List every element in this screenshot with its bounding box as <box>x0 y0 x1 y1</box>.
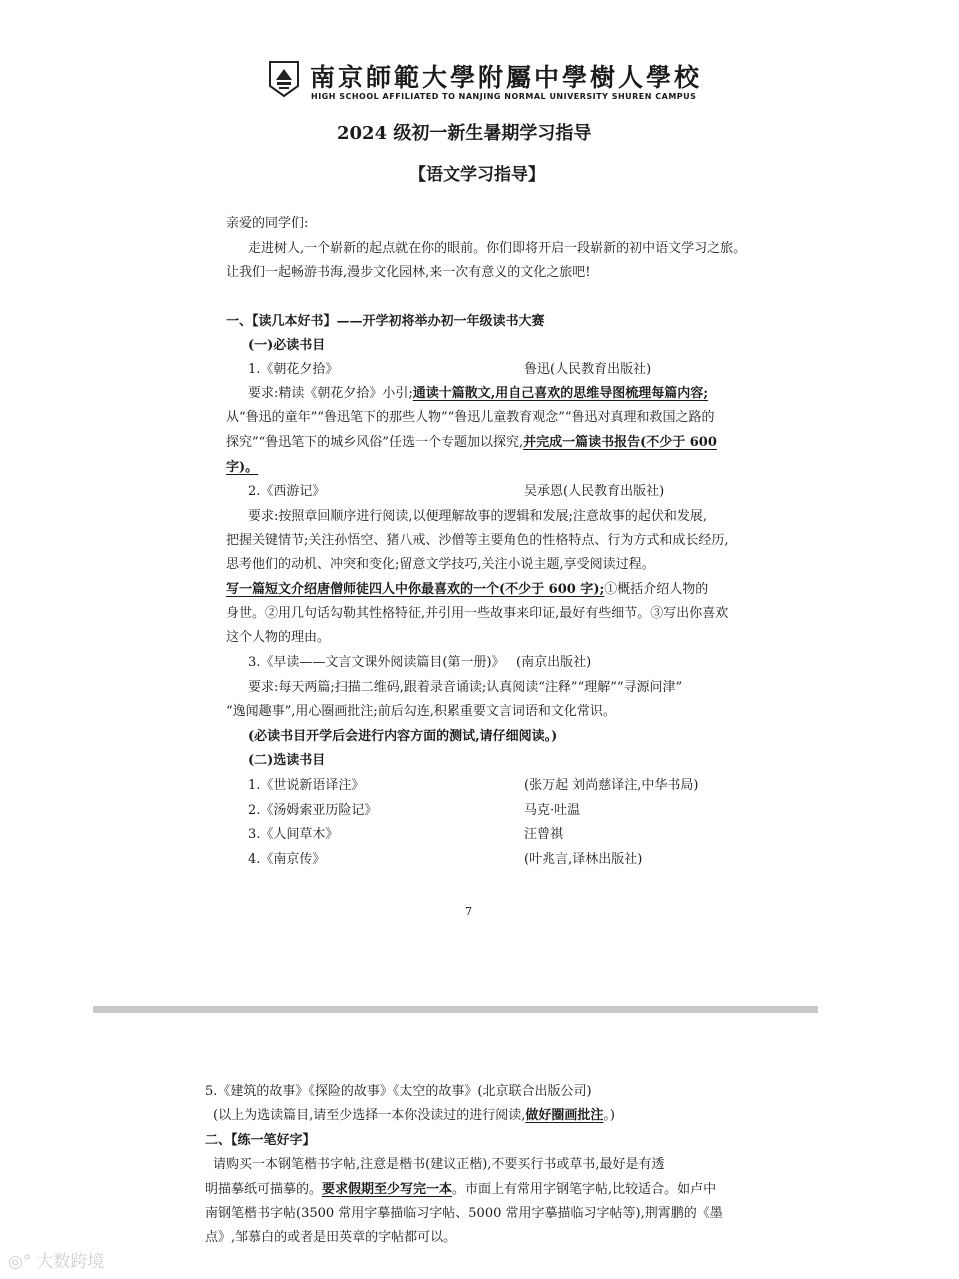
section-2-paragraph-line: 南钢笔楷书字帖(3500 常用字摹描临习字帖、5000 常用字摹描临习字帖等),荆霄鹏的《墨 <box>205 1206 723 1221</box>
book-3-title: 3.《早读——文言文课外阅读篇目(第一册)》 <box>248 655 505 670</box>
book-3-requirement-line: 要求:每天两篇;扫描二维码,跟着录音诵读;认真阅读“注释”“理解”“寻源问津” <box>248 680 683 695</box>
section-2-paragraph-line <box>205 1182 716 1198</box>
book-3-author: (南京出版社) <box>516 655 592 670</box>
book-2-requirement-line: 思考他们的动机、冲突和变化;留意文学技巧,关注小说主题,享受阅读过程。 <box>226 557 655 572</box>
watermark-text: 大数跨境 <box>36 1252 105 1272</box>
school-name-en: HIGH SCHOOL AFFILIATED TO NANJING NORMAL UNIVERSITY SHUREN CAMPUS <box>311 92 697 101</box>
page-title: 2024 级初一新生暑期学习指导 <box>337 123 592 144</box>
school-name-cn: 南京師範大學附屬中學樹人學校 <box>310 63 703 92</box>
optional-book-title: 2.《汤姆索亚历险记》 <box>248 803 378 818</box>
book-2-requirement-line: 这个人物的理由。 <box>226 630 331 645</box>
section-2-emphasis: 要求假期至少写完一本 <box>322 1182 453 1197</box>
optional-book-author: 马克·吐温 <box>524 803 581 818</box>
book-1-requirement-line <box>226 435 717 451</box>
optional-book-title: 4.《南京传》 <box>248 852 326 867</box>
intro-paragraph-1: 走进树人,一个崭新的起点就在你的眼前。你们即将开启一段崭新的初中语文学习之旅。 <box>248 241 747 256</box>
book-1-title: 1.《朝花夕拾》 <box>248 362 339 377</box>
optional-book-author: 汪曾祺 <box>524 827 564 842</box>
book-1-requirement-line <box>226 460 258 476</box>
school-logo <box>267 60 301 98</box>
optional-book-title: 1.《世说新语译注》 <box>248 778 365 793</box>
section-2-text: 明描摹纸可描摹的。 <box>205 1182 323 1197</box>
optional-book-5: 5.《建筑的故事》《探险的故事》《太空的故事》(北京联合出版公司) <box>205 1084 592 1099</box>
greeting: 亲爱的同学们: <box>226 216 309 231</box>
book-2-req-text: ①概括介绍人物的 <box>604 582 709 597</box>
optional-book-author: (张万起 刘尚慈译注,中华书局) <box>524 778 699 793</box>
book-2-requirement-line: 把握关键情节;关注孙悟空、猪八戒、沙僧等主要角色的性格特点、行为方式和成长经历, <box>226 533 729 548</box>
page-subtitle: 【语文学习指导】 <box>409 165 545 185</box>
optional-book-author: (叶兆言,译林出版社) <box>524 852 643 867</box>
section-1-heading: 一、【读几本好书】——开学初将举办初一年级读书大赛 <box>226 314 545 329</box>
book-1-requirement-line <box>248 386 708 402</box>
section-2-text: 。市面上有常用字钢笔字帖,比较适合。如卢中 <box>452 1182 717 1197</box>
intro-paragraph-2: 让我们一起畅游书海,漫步文化园林,来一次有意义的文化之旅吧! <box>226 265 591 280</box>
book-1-req-text: 要求:精读《朝花夕拾》小引; <box>248 386 413 401</box>
book-1-requirement-line: 从“鲁迅的童年”“鲁迅笔下的那些人物”“鲁迅儿童教育观念”“鲁迅对真理和救国之路的 <box>226 410 715 425</box>
optional-books-heading: (二)选读书目 <box>248 753 326 768</box>
book-2-requirement-line <box>226 582 708 598</box>
required-books-heading: (一)必读书目 <box>248 338 326 353</box>
section-2-heading: 二、【练一笔好字】 <box>205 1133 316 1148</box>
book-1-req-emphasis: 并完成一篇读书报告(不少于 600 <box>523 435 717 450</box>
watermark <box>8 1247 104 1272</box>
optional-books-note <box>213 1108 615 1124</box>
book-2-title: 2.《西游记》 <box>248 484 326 499</box>
book-1-author: 鲁迅(人民教育出版社) <box>524 362 652 377</box>
book-2-req-emphasis: 写一篇短文介绍唐僧师徒四人中你最喜欢的一个(不少于 600 字); <box>226 582 605 597</box>
section-2-paragraph-line: 请购买一本钢笔楷书字帖,注意是楷书(建议正楷),不要买行书或草书,最好是有透 <box>213 1157 665 1172</box>
book-2-requirement-line: 身世。②用几句话勾勒其性格特征,并引用一些故事来印证,最好有些细节。③写出你喜欢 <box>226 606 729 621</box>
watermark-logo-icon: ◎° <box>8 1252 32 1272</box>
optional-note-emphasis: 做好圈画批注 <box>525 1108 604 1123</box>
book-1-req-emphasis: 字)。 <box>226 460 259 475</box>
book-1-req-text: 探究”“鲁迅笔下的城乡风俗”任选一个专题加以探究, <box>226 435 524 450</box>
optional-note-text: (以上为选读篇目,请至少选择一本你没读过的进行阅读, <box>213 1108 526 1123</box>
section-2-paragraph-line: 点》,邹慕白的或者是田英章的字帖都可以。 <box>205 1230 457 1245</box>
page-number: 7 <box>465 905 472 918</box>
book-2-author: 吴承恩(人民教育出版社) <box>524 484 665 499</box>
required-books-note: (必读书目开学后会进行内容方面的测试,请仔细阅读。) <box>248 729 558 744</box>
book-1-req-emphasis: 通读十篇散文,用自己喜欢的思维导图梳理每篇内容; <box>412 386 709 401</box>
book-2-requirement-line: 要求:按照章回顺序进行阅读,以便理解故事的逻辑和发展;注意故事的起伏和发展, <box>248 509 708 524</box>
optional-note-text: 。) <box>603 1108 615 1123</box>
page-separator <box>93 1006 818 1013</box>
book-3-requirement-line: “逸闻趣事”,用心圈画批注;前后勾连,积累重要文言词语和文化常识。 <box>226 704 616 719</box>
optional-book-title: 3.《人间草木》 <box>248 827 339 842</box>
